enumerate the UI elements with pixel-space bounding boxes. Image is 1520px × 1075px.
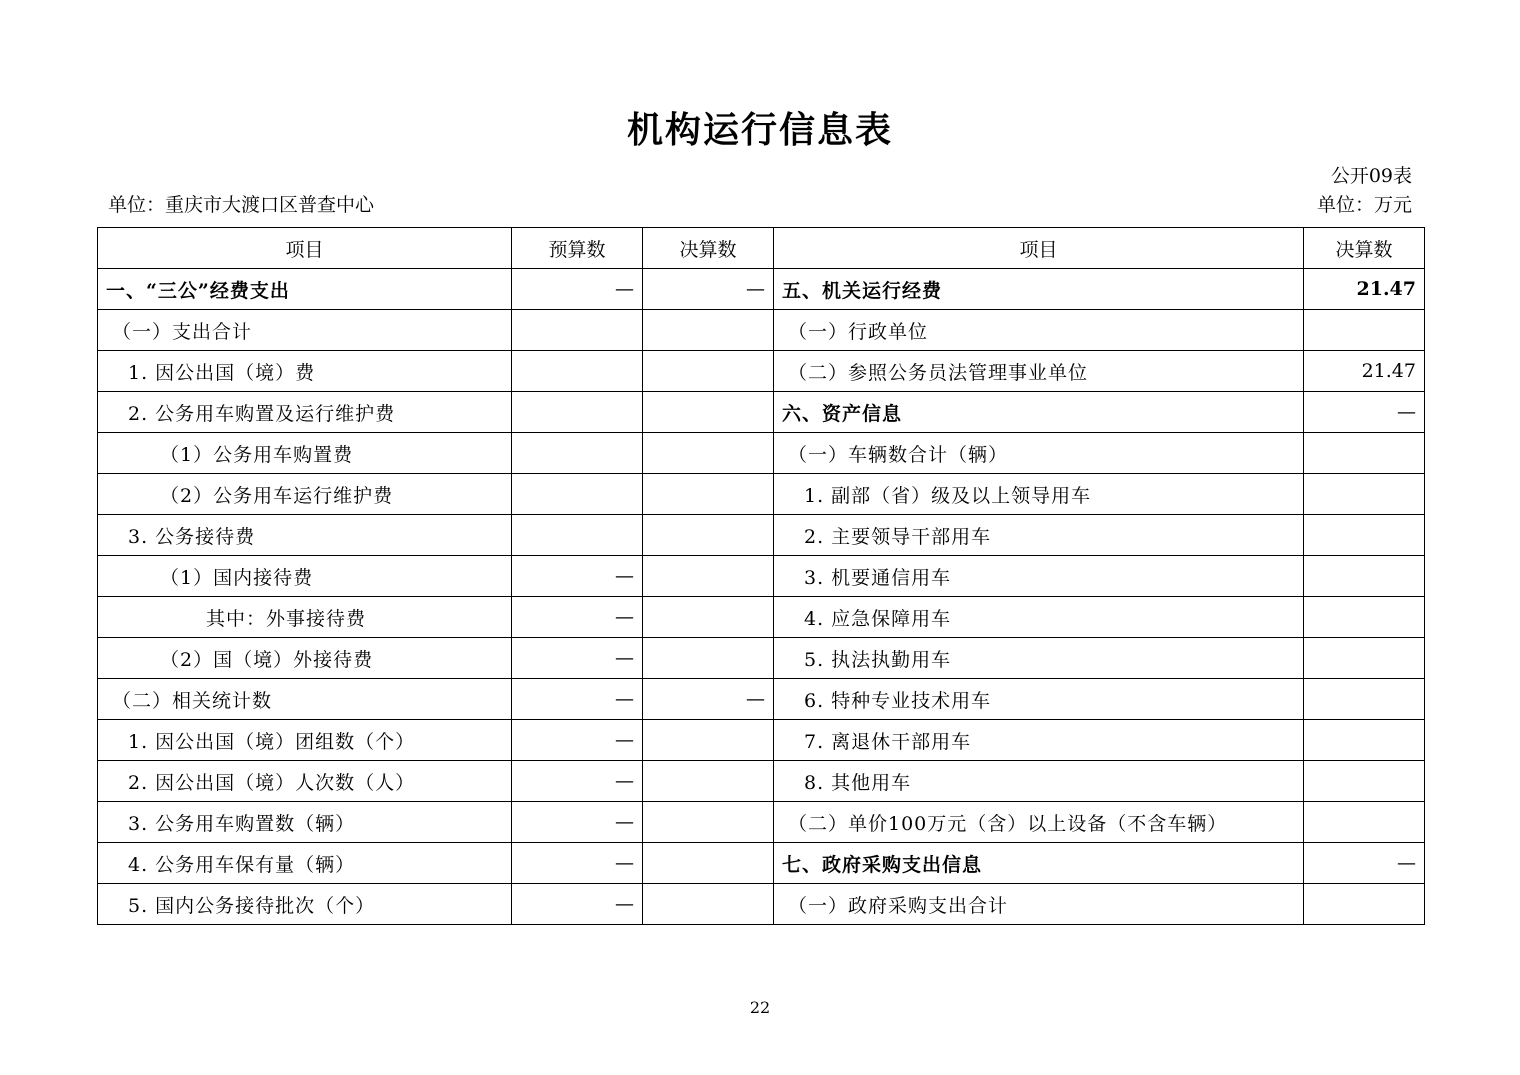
right-final-cell: — — [1304, 843, 1425, 884]
right-final-cell — [1304, 720, 1425, 761]
table-row — [98, 556, 1425, 597]
final-cell — [643, 515, 774, 556]
right-item-cell: 7. 离退休干部用车 — [774, 720, 1304, 761]
left-item-cell: 2. 因公出国（境）人次数（人） — [98, 761, 512, 802]
right-final-cell — [1304, 310, 1425, 351]
left-item-cell: （一）支出合计 — [98, 310, 512, 351]
budget-cell: — — [512, 679, 643, 720]
budget-cell: — — [512, 884, 643, 925]
right-item-cell: （一）行政单位 — [774, 310, 1304, 351]
left-item-cell: 2. 公务用车购置及运行维护费 — [98, 392, 512, 433]
right-final-cell — [1304, 679, 1425, 720]
right-item-cell: 2. 主要领导干部用车 — [774, 515, 1304, 556]
right-final-cell — [1304, 433, 1425, 474]
budget-cell: — — [512, 802, 643, 843]
right-item-cell: （二）参照公务员法管理事业单位 — [774, 351, 1304, 392]
right-item-cell: 五、机关运行经费 — [774, 269, 1304, 310]
final-cell: — — [643, 269, 774, 310]
right-item-cell: 六、资产信息 — [774, 392, 1304, 433]
header-final: 决算数 — [643, 228, 774, 269]
table-row — [98, 269, 1425, 310]
header-left-item: 项目 — [98, 228, 512, 269]
budget-cell — [512, 310, 643, 351]
left-item-cell: （2）国（境）外接待费 — [98, 638, 512, 679]
right-final-cell: 21.47 — [1304, 269, 1425, 310]
final-cell — [643, 843, 774, 884]
table-row — [98, 392, 1425, 433]
right-item-cell: 七、政府采购支出信息 — [774, 843, 1304, 884]
final-cell — [643, 884, 774, 925]
header-budget: 预算数 — [512, 228, 643, 269]
budget-cell: — — [512, 720, 643, 761]
right-final-cell — [1304, 638, 1425, 679]
header-right-final: 决算数 — [1304, 228, 1425, 269]
right-final-cell — [1304, 761, 1425, 802]
right-final-cell: 21.47 — [1304, 351, 1425, 392]
left-item-cell: 1. 因公出国（境）费 — [98, 351, 512, 392]
left-item-cell: （1）公务用车购置费 — [98, 433, 512, 474]
table-row — [98, 761, 1425, 802]
table-row — [98, 310, 1425, 351]
right-final-cell — [1304, 802, 1425, 843]
final-cell — [643, 433, 774, 474]
left-item-cell: 4. 公务用车保有量（辆） — [98, 843, 512, 884]
budget-cell — [512, 474, 643, 515]
budget-cell — [512, 515, 643, 556]
table-row — [98, 597, 1425, 638]
right-final-cell — [1304, 884, 1425, 925]
table-row — [98, 638, 1425, 679]
info-table — [97, 227, 1425, 925]
table-row — [98, 720, 1425, 761]
table-row — [98, 679, 1425, 720]
left-item-cell: 5. 国内公务接待批次（个） — [98, 884, 512, 925]
right-item-cell: （二）单价100万元（含）以上设备（不含车辆） — [774, 802, 1304, 843]
final-cell — [643, 474, 774, 515]
right-item-cell: （一）车辆数合计（辆） — [774, 433, 1304, 474]
right-final-cell — [1304, 556, 1425, 597]
final-cell — [643, 310, 774, 351]
budget-cell: — — [512, 597, 643, 638]
budget-cell: — — [512, 761, 643, 802]
left-item-cell: 3. 公务接待费 — [98, 515, 512, 556]
right-item-cell: 4. 应急保障用车 — [774, 597, 1304, 638]
final-cell — [643, 556, 774, 597]
table-row — [98, 843, 1425, 884]
final-cell — [643, 351, 774, 392]
currency-unit: 单位：万元 — [1316, 194, 1412, 216]
budget-cell: — — [512, 556, 643, 597]
page-number: 22 — [749, 998, 771, 1017]
right-item-cell: 8. 其他用车 — [774, 761, 1304, 802]
right-final-cell — [1304, 474, 1425, 515]
final-cell — [643, 638, 774, 679]
table-row — [98, 351, 1425, 392]
header-right-item: 项目 — [774, 228, 1304, 269]
budget-cell: — — [512, 843, 643, 884]
final-cell: — — [643, 679, 774, 720]
right-item-cell: 5. 执法执勤用车 — [774, 638, 1304, 679]
left-item-cell: 其中：外事接待费 — [98, 597, 512, 638]
budget-cell — [512, 392, 643, 433]
final-cell — [643, 720, 774, 761]
reporting-unit: 单位：重庆市大渡口区普查中心 — [108, 194, 375, 216]
form-number: 公开09表 — [1330, 165, 1412, 187]
right-final-cell: — — [1304, 392, 1425, 433]
budget-cell: — — [512, 269, 643, 310]
final-cell — [643, 392, 774, 433]
table-row — [98, 474, 1425, 515]
table-header-row — [98, 228, 1425, 269]
left-item-cell: 一、“三公”经费支出 — [98, 269, 512, 310]
right-final-cell — [1304, 597, 1425, 638]
table-row — [98, 433, 1425, 474]
left-item-cell: 3. 公务用车购置数（辆） — [98, 802, 512, 843]
budget-cell — [512, 433, 643, 474]
left-item-cell: 1. 因公出国（境）团组数（个） — [98, 720, 512, 761]
budget-cell: — — [512, 638, 643, 679]
right-item-cell: （一）政府采购支出合计 — [774, 884, 1304, 925]
right-item-cell: 3. 机要通信用车 — [774, 556, 1304, 597]
left-item-cell: （1）国内接待费 — [98, 556, 512, 597]
document-title: 机构运行信息表 — [626, 110, 893, 151]
budget-cell — [512, 351, 643, 392]
table-row — [98, 802, 1425, 843]
right-item-cell: 1. 副部（省）级及以上领导用车 — [774, 474, 1304, 515]
table-row — [98, 884, 1425, 925]
right-item-cell: 6. 特种专业技术用车 — [774, 679, 1304, 720]
final-cell — [643, 802, 774, 843]
left-item-cell: （2）公务用车运行维护费 — [98, 474, 512, 515]
right-final-cell — [1304, 515, 1425, 556]
final-cell — [643, 761, 774, 802]
left-item-cell: （二）相关统计数 — [98, 679, 512, 720]
final-cell — [643, 597, 774, 638]
table-row — [98, 515, 1425, 556]
